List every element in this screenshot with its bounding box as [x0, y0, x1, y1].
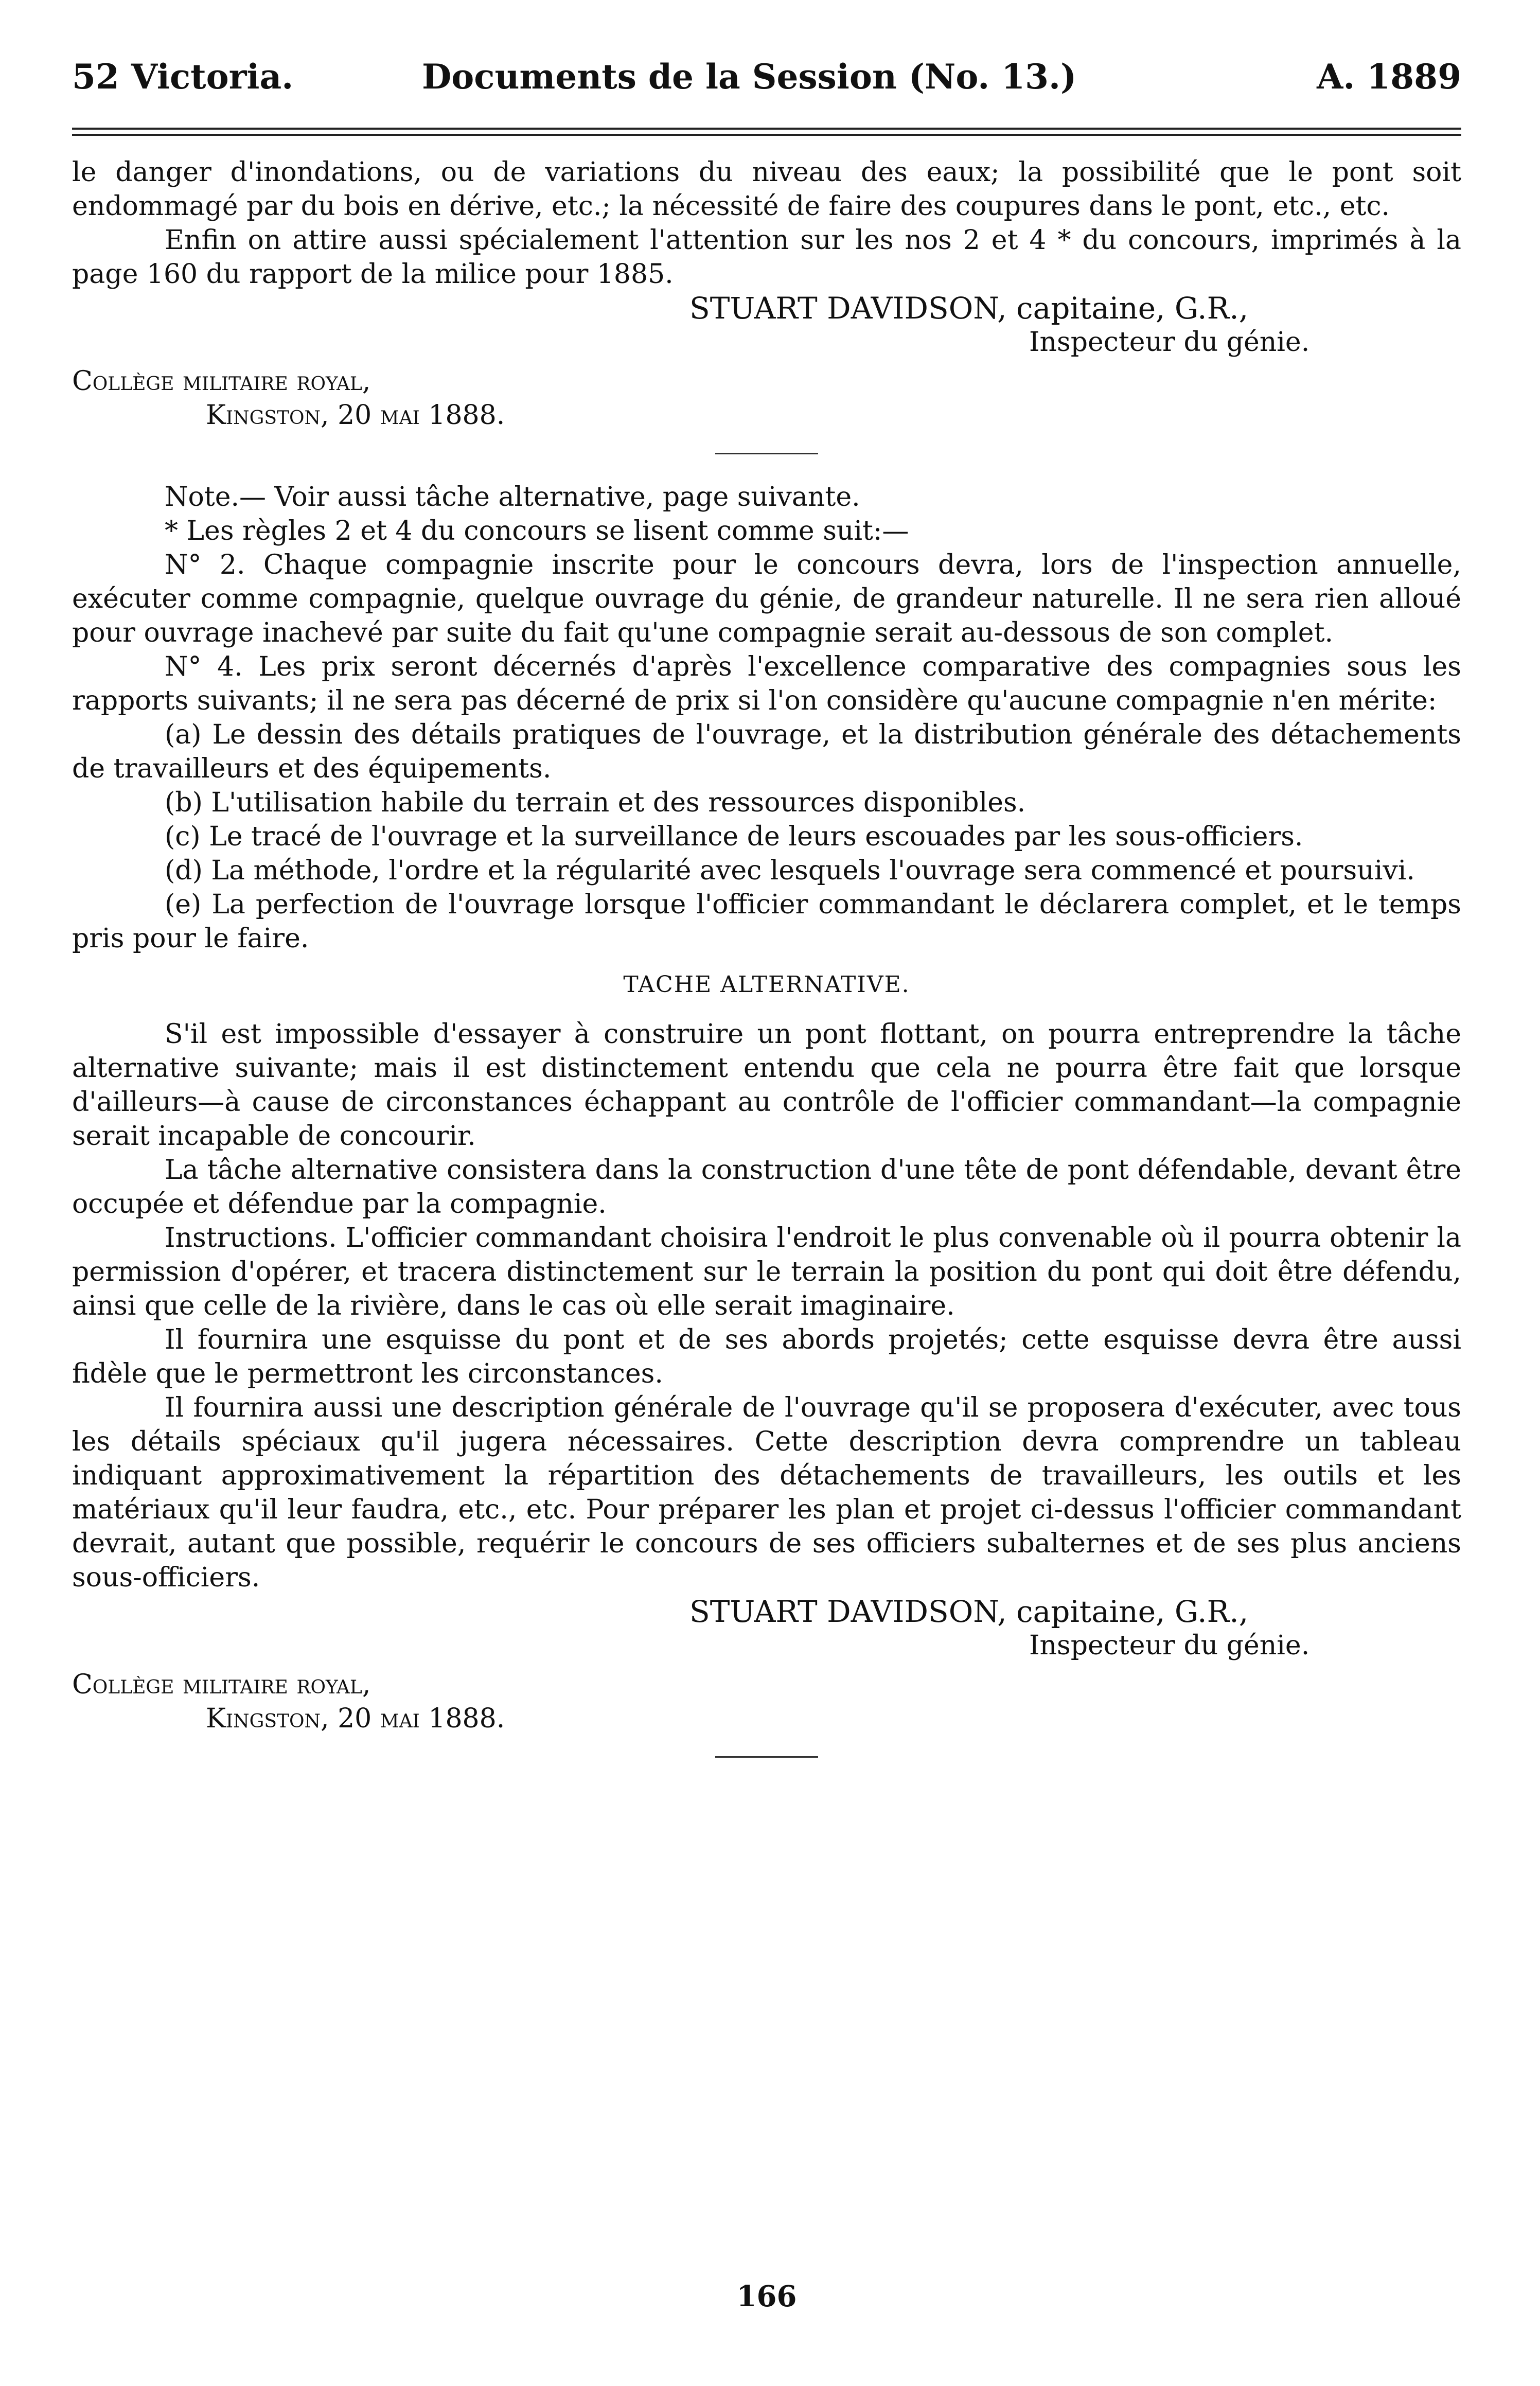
college-name: Collège militaire royal, [72, 366, 371, 397]
rule-2: N° 2. Chaque compagnie inscrite pour le concours devra, lors de l'inspection annuelle, exécuter comme compagnie, quelque ouvrage du génie, de grandeur naturelle. Il ne sera rien alloué pour ouvrage inachevé par suite du fait qu'une compagnie serait au-dessous de son complet. [72, 550, 1461, 648]
paragraph-enfin: Enfin on attire aussi spécialement l'attention sur les nos 2 et 4 * du concours, imprimés à la page 160 du rapport de la milice pour 1885. [72, 225, 1461, 290]
rule-item-d: (d) La méthode, l'ordre et la régularité avec lesquels l'ouvrage sera commencé et poursuivi. [165, 855, 1415, 886]
paragraph-esquisse: Il fournira une esquisse du pont et de ses abords projetés; cette esquisse devra être aussi fidèle que le permettront les circonstances. [72, 1324, 1461, 1389]
signature-title-2: Inspecteur du génie. [1029, 1630, 1310, 1661]
separator-2 [715, 1756, 818, 1758]
rule-item-a: (a) Le dessin des détails pratiques de l'ouvrage, et la distribution générale des détachements de travailleurs et des équipements. [72, 719, 1461, 784]
rule-item-b: (b) L'utilisation habile du terrain et des ressources disponibles. [165, 787, 1026, 818]
college-date-2: Kingston, 20 mai 1888. [206, 1703, 505, 1734]
paragraph-impossible: S'il est impossible d'essayer à construire un pont flottant, on pourra entreprendre la tâche alternative suivante; mais il est distinctement entendu que cela ne pourra être fait que lorsque d'ailleurs—à cause de circonstances échappant au contrôle de l'officier commandant—la compagnie serait incapable de concourir. [72, 1019, 1461, 1152]
paragraph-instructions: Instructions. L'officier commandant choisira l'endroit le plus convenable où il pourra obtenir la permission d'opérer, et tracera distinctement sur le terrain la position du pont qui doit être défendu, ainsi que celle de la rivière, dans le cas où elle serait imaginaire. [72, 1223, 1461, 1321]
signature-name: STUART DAVIDSON, capitaine, G.R., [689, 291, 1249, 326]
paragraph-description: Il fournira aussi une description générale de l'ouvrage qu'il se proposera d'exécuter, avec tous les détails spéciaux qu'il jugera nécessaires. Cette description devra comprendre un tableau indiquant approximativement la répartition des détachements de travailleurs, les outils et les matériaux qu'il leur faudra, etc., etc. Pour préparer les plan et projet ci-dessus l'officier commandant devrait, autant que possible, requérir le concours de ses officiers subalternes et de ses plus anciens sous-officiers. [72, 1392, 1461, 1593]
rule-4: N° 4. Les prix seront décernés d'après l'excellence comparative des compagnies sous les rapports suivants; il ne sera pas décerné de prix si l'on considère qu'aucune compagnie n'en mérite: [72, 651, 1461, 716]
rule-item-e: (e) La perfection de l'ouvrage lorsque l'officier commandant le déclarera complet, et le temps pris pour le faire. [72, 889, 1461, 954]
rule-item-c: (c) Le tracé de l'ouvrage et la surveillance de leurs escouades par les sous-officiers. [165, 821, 1303, 852]
section-title: TACHE ALTERNATIVE. [623, 971, 910, 998]
signature-title: Inspecteur du génie. [1029, 327, 1310, 358]
page [72, 57, 1461, 2313]
college-name-2: Collège militaire royal, [72, 1669, 371, 1700]
document-body [72, 155, 1461, 1758]
paragraph-danger: le danger d'inondations, ou de variations du niveau des eaux; la possibilité que le pont soit endommagé par du bois en dérive, etc.; la nécessité de faire des coupures dans le pont, etc., etc. [72, 157, 1461, 222]
header-rule [72, 128, 1461, 135]
signature-name-2: STUART DAVIDSON, capitaine, G.R., [689, 1594, 1249, 1629]
header-year: A. 1889 [1317, 57, 1461, 97]
header-volume: 52 Victoria. [72, 57, 294, 97]
header-title: Documents de la Session (No. 13.) [422, 57, 1077, 97]
page-header [72, 57, 1461, 113]
rules-intro: * Les règles 2 et 4 du concours se lisent comme suit:— [165, 516, 909, 546]
page-number: 166 [736, 2279, 797, 2313]
note: Note.— Voir aussi tâche alternative, page suivante. [165, 482, 860, 512]
paragraph-tache: La tâche alternative consistera dans la construction d'une tête de pont défendable, devant être occupée et défendue par la compagnie. [72, 1155, 1461, 1219]
separator [715, 453, 818, 454]
college-date: Kingston, 20 mai 1888. [206, 400, 505, 431]
